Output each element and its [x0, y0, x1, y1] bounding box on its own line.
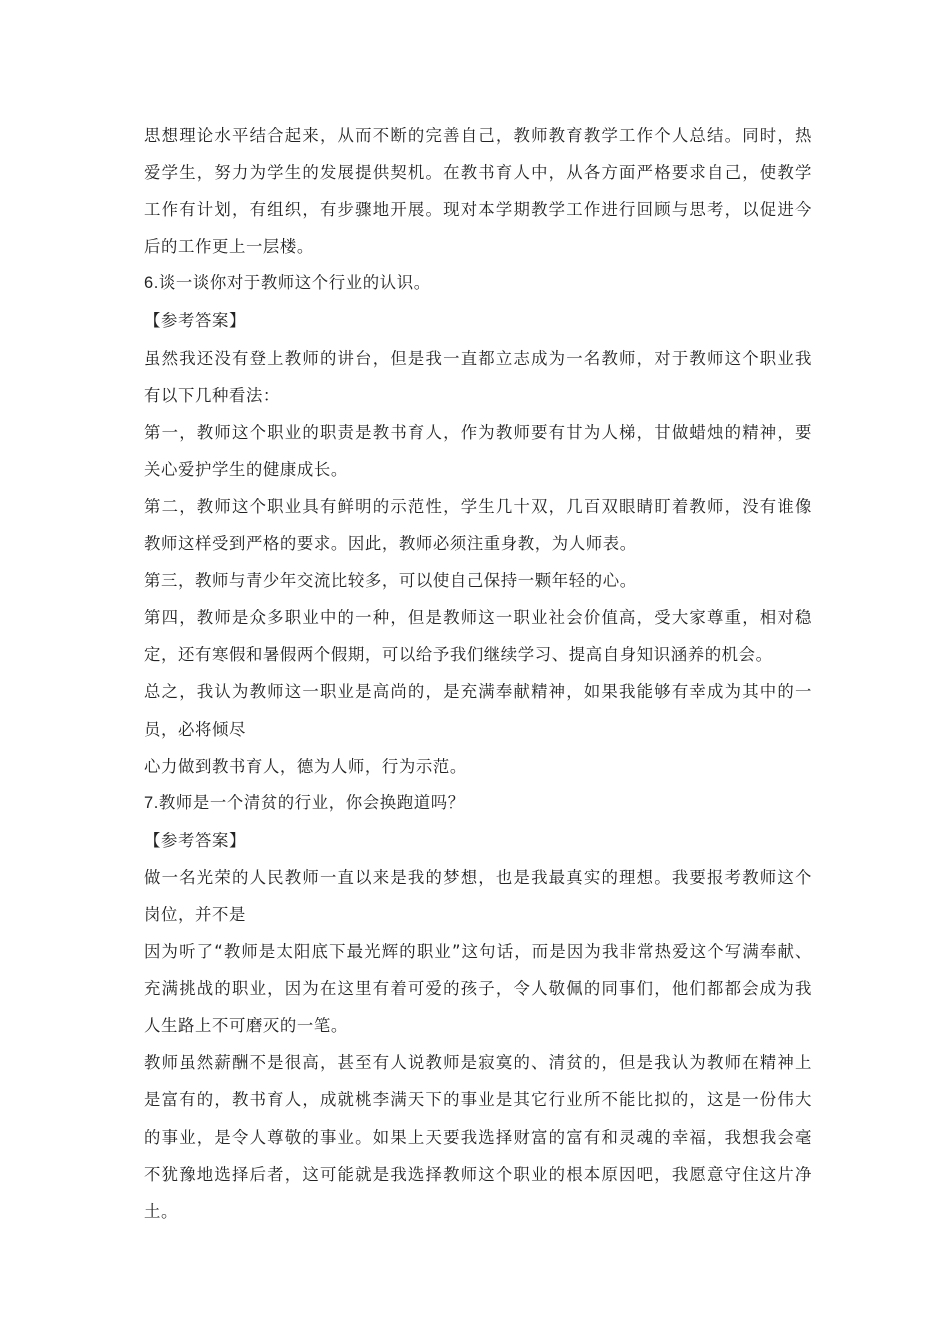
- paragraph-line: 关心爱护学生的健康成长。: [144, 459, 348, 479]
- paragraph-line: 做一名光荣的人民教师一直以来是我的梦想，也是我最真实的理想。我要报考教师这个: [144, 867, 812, 887]
- paragraph-line: 是富有的，教书育人，成就桃李满天下的事业是其它行业所不能比拟的，这是一份伟大: [144, 1090, 812, 1110]
- paragraph-line: 教师这样受到严格的要求。因此，教师必须注重身教，为人师表。: [144, 534, 637, 554]
- paragraph-line: 教师虽然薪酬不是很高，甚至有人说教师是寂寞的、清贫的，但是我认为教师在精神上: [144, 1053, 812, 1073]
- paragraph-line: 人生路上不可磨灭的一笔。: [144, 1016, 348, 1036]
- paragraph-line: 第一，教师这个职业的职责是教书育人，作为教师要有甘为人梯，甘做蜡烛的精神，要: [144, 422, 812, 442]
- paragraph-line: 虽然我还没有登上教师的讲台，但是我一直都立志成为一名教师，对于教师这个职业我: [144, 348, 812, 368]
- document-body: [144, 117, 812, 1230]
- paragraph-line: 总之，我认为教师这一职业是高尚的，是充满奉献精神，如果我能够有幸成为其中的一: [144, 682, 812, 702]
- paragraph-line: 的事业，是令人尊敬的事业。如果上天要我选择财富的富有和灵魂的幸福，我想我会毫: [144, 1127, 812, 1147]
- paragraph-line: 心力做到教书育人，德为人师，行为示范。: [144, 756, 467, 776]
- paragraph-line: 思想理论水平结合起来，从而不断的完善自己，教师教育教学工作个人总结。同时，热: [144, 126, 812, 145]
- answer-label: 【参考答案】: [144, 830, 246, 850]
- paragraph-line: 第四，教师是众多职业中的一种，但是教师这一职业社会价值高，受大家尊重，相对稳: [144, 608, 812, 628]
- question-heading: 7.教师是一个清贫的行业，你会换跑道吗？: [144, 793, 465, 812]
- paragraph-line: 有以下几种看法：: [144, 385, 280, 405]
- paragraph-line: 员，必将倾尽: [144, 719, 246, 739]
- paragraph-line: 土。: [144, 1201, 178, 1221]
- answer-label: 【参考答案】: [144, 311, 246, 331]
- paragraph-line: 工作有计划，有组织，有步骤地开展。现对本学期教学工作进行回顾与思考，以促进今: [144, 200, 812, 220]
- paragraph-line: 充满挑战的职业，因为在这里有着可爱的孩子，令人敬佩的同事们，他们都都会成为我: [144, 979, 812, 999]
- paragraph-line: 岗位，并不是: [144, 904, 246, 924]
- paragraph-line: 第三，教师与青少年交流比较多，可以使自己保持一颗年轻的心。: [144, 571, 637, 591]
- paragraph-line: 不犹豫地选择后者，这可能就是我选择教师这个职业的根本原因吧，我愿意守住这片净: [144, 1164, 812, 1184]
- paragraph-line: 定，还有寒假和暑假两个假期，可以给予我们继续学习、提高自身知识涵养的机会。: [144, 645, 773, 665]
- paragraph-line: 因为听了“教师是太阳底下最光辉的职业”这句话，而是因为我非常热爱这个写满奉献、: [144, 942, 812, 962]
- question-heading: 6.谈一谈你对于教师这个行业的认识。: [144, 274, 431, 293]
- paragraph-line: 第二，教师这个职业具有鲜明的示范性，学生几十双，几百双眼睛盯着教师，没有谁像: [144, 496, 812, 516]
- paragraph-line: 后的工作更上一层楼。: [144, 237, 314, 257]
- paragraph-line: 爱学生，努力为学生的发展提供契机。在教书育人中，从各方面严格要求自己，使教学: [144, 163, 812, 183]
